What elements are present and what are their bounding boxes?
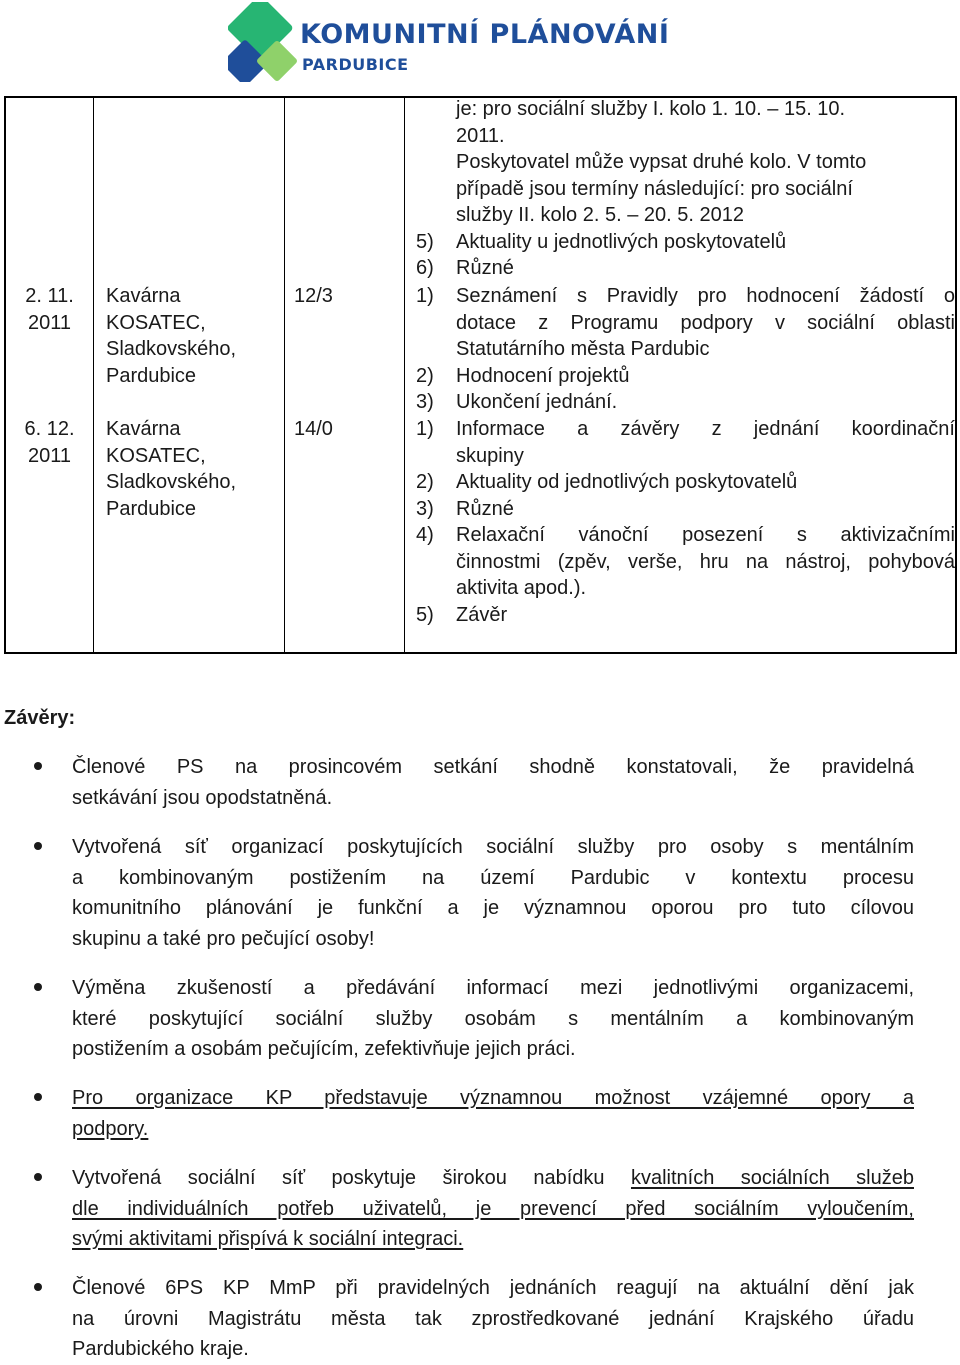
conclusion-bullet <box>30 973 914 1065</box>
meeting-date <box>6 416 93 469</box>
conclusion-bullet <box>30 1083 914 1144</box>
agenda-item <box>412 416 955 469</box>
date-line: 6. 12. <box>24 418 75 440</box>
meeting-number: 12/3 <box>294 285 333 307</box>
bullet-icon <box>34 762 42 770</box>
bullet-icon <box>34 1093 42 1101</box>
agenda-item-text: Aktuality od jednotlivých poskytovatelů <box>456 471 798 493</box>
logo <box>228 2 698 82</box>
bullet-underlined-text: podpory. <box>72 1117 149 1140</box>
agenda-item-text: aktivita apod.). <box>456 577 587 599</box>
bullet-line: Výměna zkušeností a předávání informací mezi jednotlivými organizacemi, <box>72 977 914 999</box>
agenda-text-line: 2011. <box>456 124 505 147</box>
meeting-agenda <box>412 283 955 416</box>
meetings-table <box>4 96 957 654</box>
agenda-item-number: 5) <box>416 603 434 626</box>
place-line: Sladkovského, <box>106 338 237 360</box>
bullet-line: komunitního plánování je funkční a je významnou oporou pro tuto cílovou <box>72 897 914 919</box>
agenda-item-text: Hodnocení projektů <box>456 364 630 387</box>
bullet-line: Členové 6PS KP MmP při pravidelných jednáních reagují na aktuální dění jak <box>72 1277 914 1299</box>
agenda-item-number: 3) <box>416 497 434 520</box>
bullet-line: Vytvořená síť organizací poskytujících sociální služby pro osoby s mentálním <box>72 836 914 858</box>
bullet-icon <box>34 1283 42 1291</box>
bullet-icon <box>34 842 42 850</box>
agenda-item-text: skupiny <box>456 444 524 467</box>
meeting-place <box>106 416 284 522</box>
bullet-line: setkávání jsou opodstatněná. <box>72 786 333 809</box>
agenda-item-text: Informace a závěry z jednání koordinační <box>456 418 955 440</box>
place-line: Sladkovského, <box>106 471 237 493</box>
meeting-place <box>106 283 284 389</box>
agenda-text-line: služby II. kolo 2. 5. – 20. 5. 2012 <box>456 204 744 226</box>
logo-title: KOMUNITNÍ PLÁNOVÁNÍ <box>300 19 670 50</box>
bullet-underlined-text: kvalitních sociálních služeb <box>630 1167 914 1189</box>
agenda-item-text: Relaxační vánoční posezení s aktivizačními <box>456 524 955 546</box>
agenda-item <box>412 602 955 629</box>
agenda-item-number: 6) <box>416 257 434 279</box>
agenda-item-number: 4) <box>416 524 434 546</box>
agenda-item-text: dotace z Programu podpory v sociální oblasti <box>456 311 955 334</box>
agenda-item-text: Seznámení s Pravidly pro hodnocení žádostí o <box>456 285 955 307</box>
agenda-item-text: Ukončení jednání. <box>456 391 618 413</box>
agenda-item-number: 3) <box>416 391 434 413</box>
date-line: 2011 <box>27 311 71 334</box>
date-line: 2011 <box>27 444 71 467</box>
agenda-item <box>412 229 955 256</box>
agenda-text-line: je: pro sociální služby I. kolo 1. 10. – 15. 10. <box>456 98 846 120</box>
bullet-plain-text: Vytvořená sociální síť poskytuje širokou nabídku <box>72 1167 631 1189</box>
place-line: Kavárna <box>106 285 181 307</box>
place-line: Pardubice <box>106 497 197 520</box>
agenda-item-text: Statutárního města Pardubic <box>456 338 710 360</box>
conclusion-bullet <box>30 1273 914 1365</box>
conclusions-heading: Závěry: <box>4 707 76 729</box>
agenda-item-text: Aktuality u jednotlivých poskytovatelů <box>456 230 787 253</box>
agenda-text-line: případě jsou termíny následující: pro sociální <box>456 177 853 200</box>
place-line: KOSATEC, <box>106 311 206 334</box>
bullet-line: a kombinovaným postižením na území Pardubic v kontextu procesu <box>72 866 914 889</box>
bullet-line: skupinu a také pro pečující osoby! <box>72 927 375 950</box>
agenda-item-number: 1) <box>416 418 434 440</box>
bullet-line: Členové PS na prosincovém setkání shodně konstatovali, že pravidelná <box>72 756 914 778</box>
agenda-item-text: Různé <box>456 497 514 520</box>
meeting-date <box>6 283 93 336</box>
agenda-item-number: 2) <box>416 364 434 387</box>
conclusion-bullet <box>30 1163 914 1255</box>
agenda-item-text: činnostmi (zpěv, verše, hru na nástroj, pohybová <box>456 550 955 573</box>
agenda-item <box>412 522 955 602</box>
bullet-underlined-text: Pro organizace KP představuje významnou možnost vzájemné opory a <box>72 1087 914 1109</box>
place-line: Kavárna <box>106 418 181 440</box>
agenda-item-text: Různé <box>456 257 514 279</box>
agenda-item-number: 2) <box>416 471 434 493</box>
place-line: KOSATEC, <box>106 444 206 467</box>
agenda-continued <box>412 96 955 282</box>
conclusion-bullet <box>30 832 914 954</box>
bullet-underlined-text: dle individuálních potřeb uživatelů, je prevencí před sociálním vyloučením, <box>72 1197 914 1220</box>
date-line: 2. 11. <box>25 285 74 307</box>
meeting-agenda <box>412 416 955 628</box>
conclusion-bullet <box>30 752 914 813</box>
logo-subtitle: PARDUBICE <box>302 55 409 74</box>
meeting-number: 14/0 <box>294 418 333 440</box>
bullet-line: postižením a osobám pečujícím, zefektivňuje jejich práci. <box>72 1038 576 1060</box>
place-line: Pardubice <box>106 364 197 387</box>
agenda-item-number: 1) <box>416 285 434 307</box>
agenda-item <box>412 496 955 523</box>
logo-mark-icon <box>228 2 298 82</box>
agenda-item <box>412 389 955 416</box>
bullet-icon <box>34 983 42 991</box>
bullet-icon <box>34 1173 42 1181</box>
bullet-line: které poskytující sociální služby osobám s mentálním a kombinovaným <box>72 1007 914 1030</box>
bullet-underlined-text: svými aktivitami přispívá k sociální integraci. <box>72 1228 464 1250</box>
agenda-item <box>412 255 955 282</box>
bullet-line: na úrovni Magistrátu města tak zprostředkované jednání Krajského úřadu <box>72 1307 914 1330</box>
agenda-item <box>412 469 955 496</box>
agenda-text-line: Poskytovatel může vypsat druhé kolo. V tomto <box>456 151 867 173</box>
bullet-line: Pardubického kraje. <box>72 1338 249 1360</box>
agenda-item <box>412 363 955 390</box>
agenda-item-text: Závěr <box>456 603 508 626</box>
agenda-item <box>412 283 955 363</box>
agenda-item-number: 5) <box>416 230 434 253</box>
